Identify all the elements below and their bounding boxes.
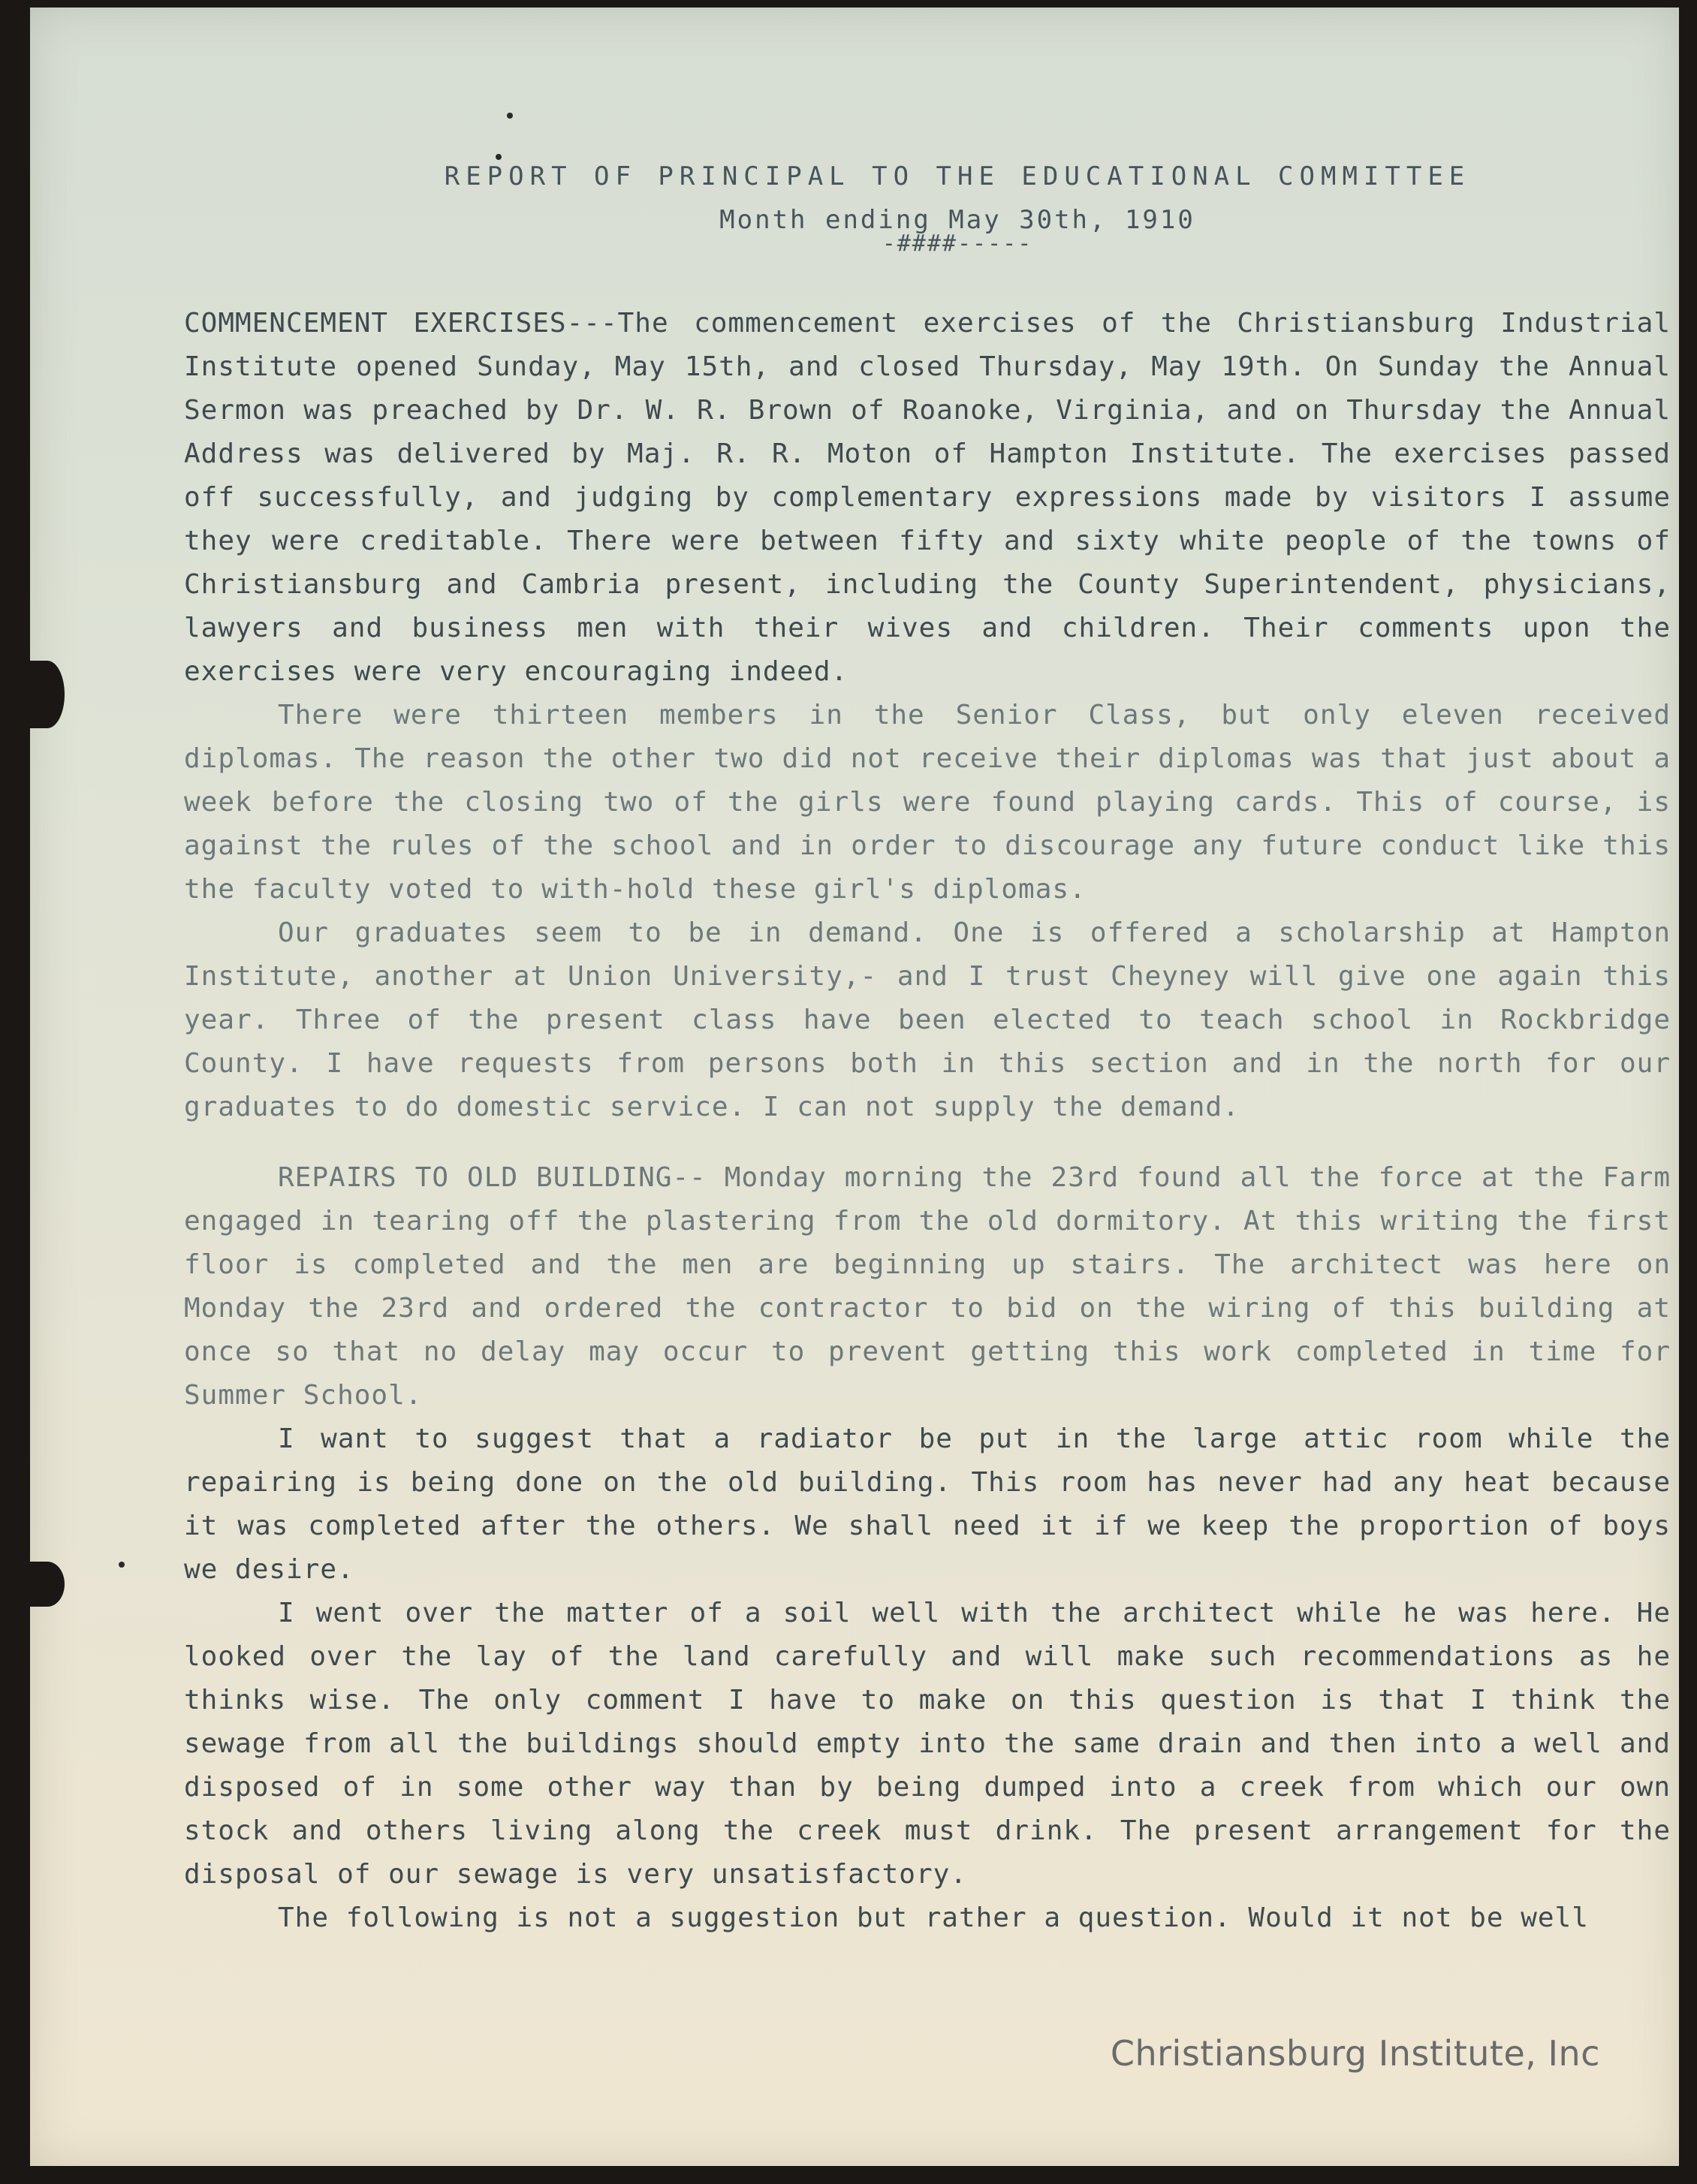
ink-speck	[119, 1562, 125, 1568]
paragraph-radiator: I want to suggest that a radiator be put in the large attic room while the repairing is being done on the old building. This room has never had any heat because it was completed after the others. We shall need it if we keep the proportion of boys we desire.	[184, 1423, 1671, 1585]
paragraph-commencement: COMMENCEMENT EXERCISES---The commencement exercises of the Christiansburg Industrial Institute opened Sunday, May 15th, and closed Thursday, May 19th. On Sunday the Annual Sermon was preached by Dr. W. R. Brown of Roanoke, Virginia, and on Thursday the Annual Address was delivered by Maj. R. R. Moton of Hampton Institute. The exercises passed off successfully, and judging by complementary expressions made by visitors I assume they were creditable. There were between fifty and sixty white people of the towns of Christiansburg and Cambria present, including the County Superintendent, physicians, lawyers and business men with their wives and children. Their comments upon the exercises were very encouraging indeed.	[184, 308, 1671, 687]
title-rule: -####-----	[882, 230, 1033, 257]
torn-edge-notch	[30, 1562, 65, 1607]
ink-speck	[507, 113, 513, 119]
paragraph-question: The following is not a suggestion but rather a question. Would it not be well	[278, 1902, 1589, 1933]
paragraph-repairs: REPAIRS TO OLD BUILDING-- Monday morning the 23rd found all the force at the Farm engaged in tearing off the plastering from the old dormitory. At this writing the first floor is completed and the men are beginning up stairs. The architect was here on Monday the 23rd and ordered the contractor to bid on the wiring of this building at once so that no delay may occur to prevent getting this work completed in time for Summer School.	[184, 1162, 1671, 1411]
torn-edge-notch	[30, 661, 65, 728]
ink-speck	[496, 154, 502, 160]
document-title: REPORT OF PRINCIPAL TO THE EDUCATIONAL COMMITTEE	[444, 161, 1471, 191]
paragraph-senior-class: There were thirteen members in the Senior Class, but only eleven received diplomas. The reason the other two did not receive their diplomas was that just about a week before the closing two of the girls were found playing cards. This of course, is against the rules of the school and in order to discourage any future conduct like this the faculty voted to with-hold these girl's diplomas.	[184, 700, 1671, 905]
document-body	[184, 161, 1671, 1940]
document-subtitle: Month ending May 30th, 1910	[719, 205, 1195, 235]
paper-sheet	[30, 8, 1679, 2166]
paragraph-graduates: Our graduates seem to be in demand. One is offered a scholarship at Hampton Institute, another at Union University,- and I trust Cheyney will give one again this year. Three of the present class have been elected to teach school in Rockbridge County. I have requests from persons both in this section and in the north for our graduates to do domestic service. I can not supply the demand.	[184, 917, 1671, 1122]
watermark: Christiansburg Institute, Inc	[1110, 2033, 1600, 2074]
paragraph-soil-well: I went over the matter of a soil well with the architect while he was here. He looked over the lay of the land carefully and will make such recommendations as he thinks wise. The only comment I have to make on this question is that I think the sewage from all the buildings should empty into the same drain and then into a well and disposed of in some other way than by being dumped into a creek from which our own stock and others living along the creek must drink. The present arrangement for the disposal of our sewage is very unsatisfactory.	[184, 1598, 1671, 1890]
